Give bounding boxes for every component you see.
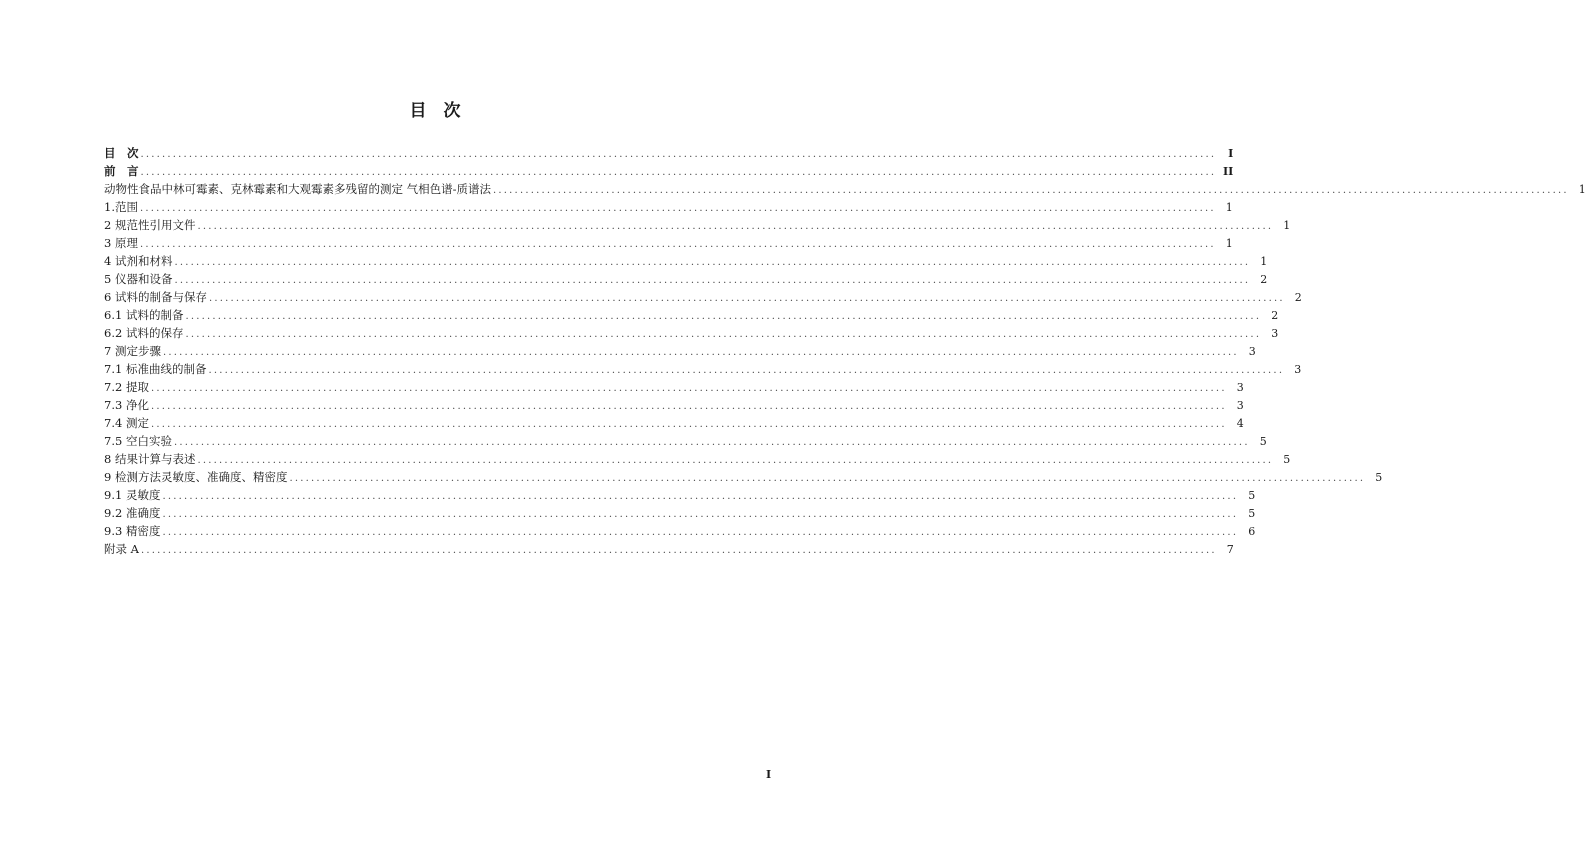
toc-entry-page: 2 (1260, 273, 1268, 286)
table-of-contents (104, 144, 1586, 558)
toc-dot-leader: ........................................................................................................................................................................................................ (174, 257, 1251, 268)
toc-dot-leader: ........................................................................................................................................................................................................ (208, 293, 1285, 304)
toc-dot-leader: ........................................................................................................................................................................................................ (162, 509, 1239, 520)
toc-entry-label: 3 原理 (104, 236, 138, 250)
toc-entry-page: 6 (1248, 525, 1256, 538)
page-number: I (766, 768, 772, 781)
toc-entry-page: 5 (1248, 489, 1256, 502)
toc-entry[interactable] (104, 468, 1383, 486)
toc-entry-label: 1.范围 (104, 200, 138, 214)
toc-dot-leader: ........................................................................................................................................................................................................ (173, 437, 1250, 448)
toc-dot-leader: ........................................................................................................................................................................................................ (139, 203, 1216, 214)
toc-dot-leader: ........................................................................................................................................................................................................ (174, 275, 1251, 286)
toc-entry[interactable] (104, 342, 1256, 360)
toc-dot-leader: ........................................................................................................................................................................................................ (150, 383, 1227, 394)
toc-entry[interactable] (104, 234, 1233, 252)
toc-entry-page: 3 (1236, 399, 1244, 412)
toc-entry-label: 7.5 空白实验 (104, 434, 172, 448)
toc-entry[interactable] (104, 162, 1234, 180)
toc-entry-label: 9.2 准确度 (104, 506, 161, 520)
toc-dot-leader: ........................................................................................................................................................................................................ (208, 365, 1285, 376)
toc-entry-page: 1 (1260, 255, 1268, 268)
toc-entry-label: 7 测定步骤 (104, 344, 161, 358)
toc-entry[interactable] (104, 360, 1302, 378)
toc-dot-leader: ........................................................................................................................................................................................................ (197, 455, 1274, 466)
toc-entry-page: 3 (1271, 327, 1279, 340)
toc-entry[interactable] (104, 486, 1256, 504)
toc-entry-label: 动物性食品中林可霉素、克林霉素和大观霉素多残留的测定 气相色谱-质谱法 (104, 182, 492, 196)
toc-dot-leader: ........................................................................................................................................................................................................ (162, 347, 1239, 358)
toc-entry-label: 前 言 (104, 164, 139, 178)
toc-entry-label: 6.1 试料的制备 (104, 308, 184, 322)
toc-entry[interactable] (104, 504, 1256, 522)
toc-dot-leader: ........................................................................................................................................................................................................ (139, 239, 1216, 250)
toc-dot-leader: ........................................................................................................................................................................................................ (185, 311, 1262, 322)
toc-entry-page: 1 (1225, 237, 1233, 250)
toc-entry[interactable] (104, 540, 1234, 558)
toc-entry-page: 5 (1283, 453, 1291, 466)
toc-entry[interactable] (104, 324, 1279, 342)
toc-entry-label: 9.1 灵敏度 (104, 488, 161, 502)
toc-entry[interactable] (104, 216, 1291, 234)
toc-entry-page: I (1228, 147, 1234, 160)
toc-entry-page: 5 (1375, 471, 1383, 484)
toc-dot-leader: ........................................................................................................................................................................................................ (162, 491, 1239, 502)
toc-entry[interactable] (104, 414, 1244, 432)
toc-entry-label: 7.2 提取 (104, 380, 149, 394)
toc-entry[interactable] (104, 306, 1279, 324)
toc-entry-label: 4 试剂和材料 (104, 254, 173, 268)
toc-entry-page: 7 (1226, 543, 1234, 556)
toc-entry[interactable] (104, 432, 1267, 450)
toc-entry-label: 6 试料的制备与保存 (104, 290, 207, 304)
toc-entry-label: 5 仪器和设备 (104, 272, 173, 286)
toc-entry[interactable] (104, 450, 1291, 468)
toc-entry-page: 2 (1271, 309, 1279, 322)
toc-entry-label: 9.3 精密度 (104, 524, 161, 538)
toc-entry-page: 1 (1225, 201, 1233, 214)
toc-entry[interactable] (104, 396, 1244, 414)
toc-entry-page: 4 (1236, 417, 1244, 430)
toc-dot-leader: ........................................................................................................................................................................................................ (493, 185, 1569, 196)
toc-entry[interactable] (104, 270, 1268, 288)
toc-entry-label: 7.4 测定 (104, 416, 149, 430)
page-title: 目 次 (409, 101, 461, 121)
toc-entry-label: 6.2 试料的保存 (104, 326, 184, 340)
toc-entry-label: 7.3 净化 (104, 398, 149, 412)
toc-entry[interactable] (104, 144, 1234, 162)
toc-entry-page: 3 (1248, 345, 1256, 358)
toc-dot-leader: ........................................................................................................................................................................................................ (140, 545, 1217, 556)
toc-dot-leader: ........................................................................................................................................................................................................ (150, 401, 1227, 412)
toc-entry[interactable] (104, 198, 1233, 216)
toc-dot-leader: ........................................................................................................................................................................................................ (150, 419, 1227, 430)
toc-entry[interactable] (104, 288, 1302, 306)
toc-dot-leader: ........................................................................................................................................................................................................ (185, 329, 1262, 340)
toc-entry-page: 3 (1294, 363, 1302, 376)
toc-entry-page: II (1222, 165, 1234, 178)
toc-entry-page: 1 (1578, 183, 1586, 196)
toc-entry[interactable] (104, 180, 1586, 198)
toc-entry-page: 1 (1283, 219, 1291, 232)
toc-entry[interactable] (104, 522, 1256, 540)
toc-entry-label: 8 结果计算与表述 (104, 452, 196, 466)
toc-entry-label: 目 次 (104, 146, 139, 160)
toc-entry-label: 2 规范性引用文件 (104, 218, 196, 232)
toc-entry[interactable] (104, 252, 1268, 270)
toc-dot-leader: ........................................................................................................................................................................................................ (289, 473, 1366, 484)
toc-dot-leader: ........................................................................................................................................................................................................ (140, 149, 1217, 160)
toc-entry-page: 5 (1259, 435, 1267, 448)
toc-entry-page: 2 (1294, 291, 1302, 304)
toc-dot-leader: ........................................................................................................................................................................................................ (162, 527, 1239, 538)
toc-dot-leader: ........................................................................................................................................................................................................ (197, 221, 1274, 232)
toc-entry-page: 5 (1248, 507, 1256, 520)
toc-entry-label: 7.1 标准曲线的制备 (104, 362, 207, 376)
toc-entry-label: 9 检测方法灵敏度、准确度、精密度 (104, 470, 288, 484)
toc-entry[interactable] (104, 378, 1244, 396)
toc-entry-page: 3 (1236, 381, 1244, 394)
toc-entry-label: 附录 A (104, 542, 139, 556)
toc-dot-leader: ........................................................................................................................................................................................................ (140, 167, 1217, 178)
